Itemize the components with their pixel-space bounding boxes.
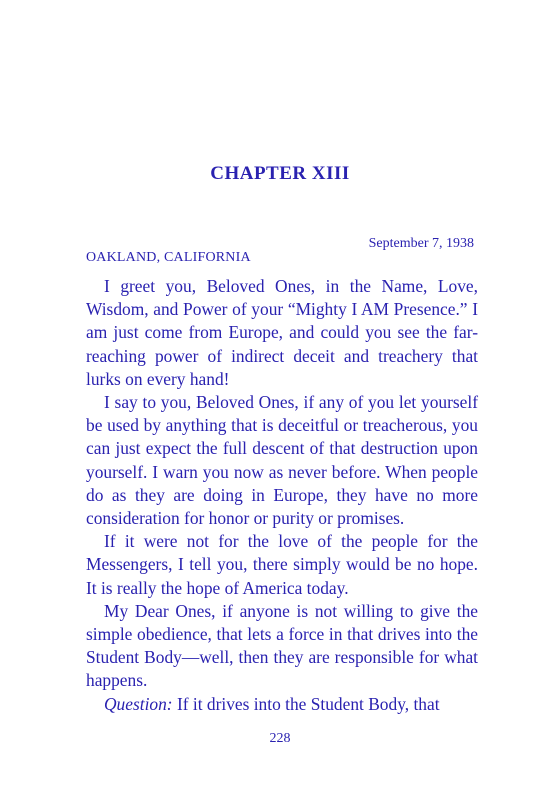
paragraph: I greet you, Beloved Ones, in the Name, Love, Wisdom, and Power of your “Mighty I AM Presence.” I am just come from Europe, and could you see the far-reaching power of indirect deceit and treachery that lurks on every hand! xyxy=(86,276,478,389)
question-label: Question: xyxy=(104,693,173,714)
chapter-title: CHAPTER XIII xyxy=(210,163,350,184)
page-number: 228 xyxy=(269,731,291,746)
question-text: If it drives into the Student Body, that xyxy=(172,693,440,714)
paragraph: I say to you, Beloved Ones, if any of you let yourself be used by anything that is deceitful or treacherous, you can just expect the full descent of that destruction upon yourself. I warn you now as never before. When people do as they are doing in Europe, they have no more consideration for honor or purity or promises. xyxy=(86,392,478,529)
paragraph: My Dear Ones, if anyone is not willing to give the simple obedience, that lets a force in that drives into the Student Body—well, then they are responsible for what happens. xyxy=(86,600,478,691)
question-paragraph xyxy=(86,693,478,716)
body-text xyxy=(86,275,478,716)
paragraph: If it were not for the love of the people for the Messengers, I tell you, there simply would be no hope. It is really the hope of America today. xyxy=(86,531,478,598)
dateline-place: OAKLAND, CALIFORNIA xyxy=(86,250,251,265)
dateline-date: September 7, 1938 xyxy=(368,236,474,251)
